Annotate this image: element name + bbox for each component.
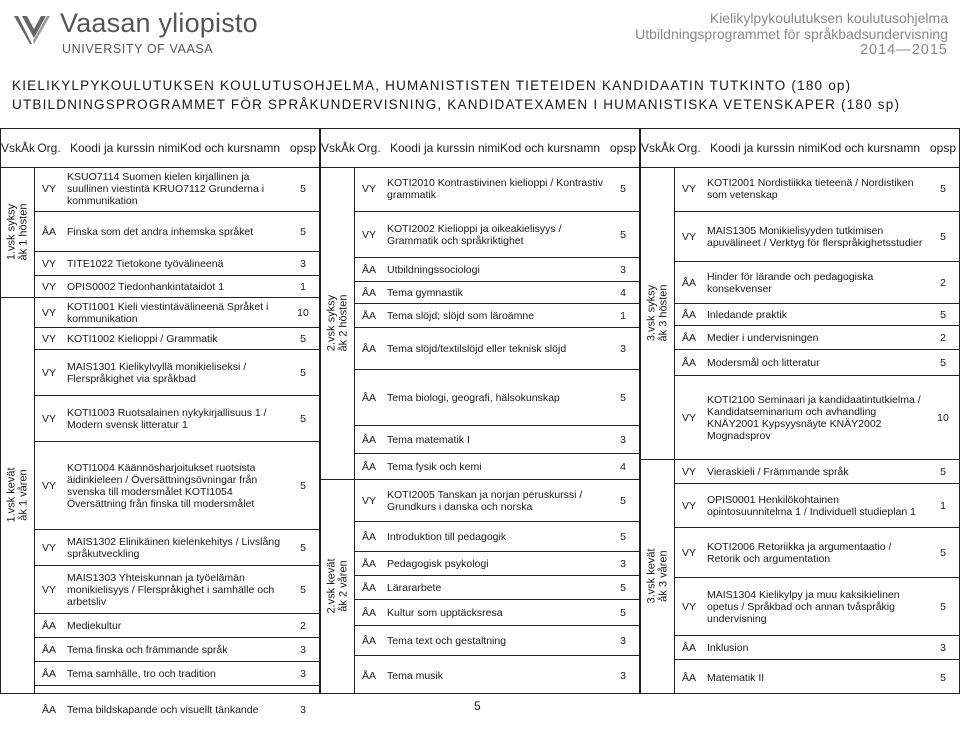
course-name: Hinder för lärande och pedagogiska konsekvenser [707, 270, 874, 295]
course-org: VY [41, 306, 56, 319]
course-org: ÅA [681, 331, 696, 344]
course-org: VY [681, 183, 696, 195]
course-row [675, 635, 959, 659]
course-name: KOTI1003 Ruotsalainen nykykirjallisuus 1 / Modern svensk litteratur 1 [67, 406, 267, 431]
course-credits: 10 [297, 306, 309, 319]
course-row [675, 303, 959, 325]
course-credits: 3 [620, 263, 626, 276]
curriculum-column-2 [320, 128, 640, 694]
course-credits: 5 [300, 412, 306, 425]
program-name-sv: Utbildningsprogrammet för språkbadsundervisning [635, 26, 948, 42]
course-credits: 3 [620, 669, 626, 682]
course-credits: 3 [620, 634, 626, 647]
course-org: ÅA [681, 641, 696, 654]
course-name: Modersmål och litteratur [707, 356, 820, 369]
university-name: Vaasan yliopisto [60, 8, 258, 38]
course-credits: 5 [620, 581, 626, 594]
course-credits: 10 [937, 411, 949, 424]
course-credits: 5 [620, 391, 626, 404]
course-name: Inklusion [707, 641, 749, 654]
column-header [641, 129, 959, 168]
course-row [675, 375, 959, 459]
header-year: Vsk Åk [320, 141, 356, 155]
course-credits: 5 [940, 356, 946, 369]
header-credits: op sp [289, 141, 317, 155]
university-emblem-icon [12, 10, 52, 50]
course-org: ÅA [361, 581, 376, 594]
course-org: VY [41, 412, 56, 425]
course-org: VY [681, 600, 696, 613]
course-name: MAIS1302 Elinikäinen kielenkehitys / Livslång språkutveckling [67, 535, 281, 560]
course-row [35, 297, 319, 327]
header-year: Vsk Åk [0, 141, 36, 155]
course-org: ÅA [41, 643, 56, 656]
course-row [35, 349, 319, 395]
course-org: ÅA [41, 225, 56, 238]
course-name: Inledande praktik [707, 308, 787, 321]
course-row [35, 565, 319, 613]
course-credits: 5 [940, 671, 946, 684]
academic-year: 2014—2015 [859, 42, 948, 58]
course-credits: 3 [300, 643, 306, 656]
curriculum-column-3 [640, 128, 960, 694]
semester-divider [641, 459, 675, 460]
course-row [355, 479, 639, 521]
title-sv: UTBILDNINGSPROGRAMMET FÖR SPRÅKUNDERVISNING, KANDIDATEXAMEN I HUMANISTISKA VETENSKAPER (180 sp) [12, 97, 901, 112]
course-org: VY [41, 257, 56, 270]
course-row [355, 257, 639, 281]
course-row [35, 613, 319, 637]
course-name: KOTI2006 Retoriikka ja argumentaatio / Retorik och argumentation [707, 540, 892, 565]
course-name: Tema matematik I [387, 433, 470, 446]
course-name: MAIS1301 Kielikylvyllä monikieliseksi / Flerspråkighet via språkbad [67, 360, 247, 385]
semester-divider [1, 297, 35, 298]
course-credits: 5 [300, 225, 306, 238]
course-row [355, 327, 639, 369]
course-row [35, 395, 319, 441]
semester-label [1, 297, 35, 693]
header-course: Koodi ja kurssin nimi Kod och kursnamn [69, 141, 281, 155]
course-credits: 5 [620, 494, 626, 507]
course-name: Tema slöjd; slöjd som läroämne [387, 309, 535, 322]
course-name: Utbildningssociologi [387, 263, 480, 276]
course-org: VY [681, 230, 696, 243]
course-credits: 5 [940, 600, 946, 613]
course-name: MAIS1303 Yhteiskunnan ja työelämän monikielisyys / Flerspråkighet i samhälle och arbetsliv [67, 571, 275, 608]
header-year: Vsk Åk [640, 141, 676, 155]
course-name: Tema text och gestaltning [387, 634, 507, 647]
course-org: VY [361, 228, 376, 241]
course-name: Medier i undervisningen [707, 331, 819, 344]
course-org: ÅA [361, 634, 376, 647]
course-credits: 3 [300, 667, 306, 680]
course-name: Tema gymnastik [387, 286, 463, 299]
course-credits: 5 [940, 546, 946, 559]
semester-text: 1.vsk kevät åk 1 våren [5, 467, 30, 523]
header-course: Koodi ja kurssin nimi Kod och kursnamn [389, 141, 601, 155]
course-org: VY [41, 183, 56, 195]
course-row [355, 167, 639, 211]
course-org: ÅA [361, 342, 376, 355]
course-credits: 3 [620, 557, 626, 570]
course-org: VY [361, 494, 376, 507]
course-credits: 5 [940, 308, 946, 321]
course-org: ÅA [361, 433, 376, 446]
header-credits: op sp [609, 141, 637, 155]
course-credits: 3 [940, 641, 946, 654]
header-org: Org. [677, 141, 701, 155]
course-org: ÅA [361, 669, 376, 682]
course-org: ÅA [361, 286, 376, 299]
header-org: Org. [37, 141, 61, 155]
course-row [355, 211, 639, 257]
course-org: ÅA [361, 460, 376, 473]
course-credits: 5 [940, 465, 946, 478]
course-name: OPIS0001 Henkilökohtainen opintosuunnitelma 1 / Individuell studieplan 1 [707, 493, 916, 518]
course-name: KOTI1002 Kielioppi / Grammatik [67, 332, 218, 345]
course-name: TITE1022 Tietokone työvälineenä [67, 257, 224, 270]
course-row [35, 685, 319, 733]
course-org: VY [681, 411, 696, 424]
header-course: Koodi ja kurssin nimi Kod och kursnamn [709, 141, 921, 155]
course-row [35, 661, 319, 685]
course-name: KOTI2100 Seminaari ja kandidaatintutkielma / Kandidatseminarium och avhandling KNÄY2001 Kypsyysnäyte KNÄY2002 Mognadsprov [707, 393, 921, 442]
course-org: VY [41, 280, 56, 293]
program-name-fi: Kielikylpykoulutuksen koulutusohjelma [709, 10, 948, 26]
course-name: Tema musik [387, 669, 444, 682]
semester-text: 2.vsk kevät åk 2 våren [325, 558, 350, 614]
course-org: VY [41, 583, 56, 596]
course-org: ÅA [681, 308, 696, 321]
semester-label [641, 459, 675, 693]
course-name: Tema fysik och kemi [387, 460, 482, 473]
course-credits: 5 [940, 183, 946, 195]
course-credits: 4 [620, 286, 626, 299]
course-org: ÅA [361, 309, 376, 322]
course-name: KSUO7114 Suomen kielen kirjallinen ja suullinen viestintä KRUO7112 Grunderna i kommunikation [67, 171, 265, 207]
semester-text: 3.vsk kevät åk 3 våren [645, 548, 670, 604]
course-row [35, 211, 319, 251]
semester-text: 3.vsk syksy åk 3 hösten [645, 284, 670, 342]
course-credits: 1 [940, 499, 946, 512]
course-name: Tema finska och främmande språk [67, 643, 228, 656]
course-row [675, 261, 959, 303]
course-row [355, 303, 639, 327]
course-credits: 2 [940, 276, 946, 289]
course-row [675, 349, 959, 375]
course-row [35, 637, 319, 661]
course-row [355, 521, 639, 551]
course-row [355, 551, 639, 575]
course-name: MAIS1304 Kielikylpy ja muu kaksikielinen opetus / Språkbad och annan tvåspråkig undervisning [707, 588, 900, 625]
course-name: Mediekultur [67, 619, 122, 632]
course-credits: 4 [620, 460, 626, 473]
course-row [355, 655, 639, 695]
course-credits: 5 [300, 332, 306, 345]
course-org: ÅA [361, 263, 376, 276]
course-name: KOTI1004 Käännösharjoitukset ruotsista äidinkieleen / Översättningsövningar från svenska till modersmålet KOTI1054 Översättning från finska till modersmålet [67, 461, 258, 510]
semester-text: 1.vsk syksy åk 1 hösten [5, 203, 30, 261]
course-credits: 5 [620, 530, 626, 543]
document-title [12, 76, 900, 114]
course-credits: 1 [300, 280, 306, 293]
course-row [35, 529, 319, 565]
course-org: ÅA [361, 391, 376, 404]
course-credits: 5 [940, 230, 946, 243]
course-org: ÅA [361, 606, 376, 619]
semester-label [641, 167, 675, 459]
column-header [321, 129, 639, 168]
course-row [675, 325, 959, 349]
university-name-en: UNIVERSITY OF VAASA [62, 42, 214, 56]
course-org: ÅA [361, 557, 376, 570]
course-org: VY [681, 499, 696, 512]
course-row [35, 275, 319, 297]
course-name: Pedagogisk psykologi [387, 557, 489, 570]
course-row [355, 453, 639, 479]
course-credits: 5 [300, 583, 306, 596]
semester-divider [321, 479, 355, 480]
course-row [675, 659, 959, 695]
course-name: MAIS1305 Monikielisyyden tutkimisen apuvälineet / Verktyg för flerspråkighetsstudier [707, 224, 923, 249]
semester-label [1, 167, 35, 297]
course-org: VY [681, 465, 696, 478]
course-name: KOTI2010 Kontrastiivinen kielioppi / Kontrastiv grammatik [387, 177, 603, 201]
course-name: Vieraskieli / Främmande språk [707, 465, 849, 478]
course-name: Tema biologi, geografi, hälsokunskap [387, 391, 560, 404]
semester-label [321, 167, 355, 479]
course-credits: 5 [300, 183, 306, 195]
course-org: VY [41, 332, 56, 345]
course-org: ÅA [681, 356, 696, 369]
course-credits: 2 [300, 619, 306, 632]
course-credits: 5 [300, 541, 306, 554]
course-name: KOTI1001 Kieli viestintävälineenä Språket i kommunikation [67, 300, 269, 325]
course-row [675, 577, 959, 635]
course-name: Finska som det andra inhemska språket [67, 225, 254, 238]
course-credits: 5 [620, 228, 626, 241]
course-name: OPIS0002 Tiedonhankintataidot 1 [67, 280, 225, 293]
column-header [1, 129, 319, 168]
header-credits: op sp [929, 141, 957, 155]
course-row [675, 527, 959, 577]
semester-text: 2.vsk syksy åk 2 hösten [325, 294, 350, 352]
course-row [35, 441, 319, 529]
course-row [675, 483, 959, 527]
course-credits: 3 [620, 342, 626, 355]
course-row [35, 167, 319, 211]
course-row [675, 459, 959, 483]
course-row [675, 167, 959, 211]
course-row [355, 369, 639, 425]
course-name: Tema bildskapande och visuellt tänkande [67, 703, 259, 716]
course-name: KOTI2001 Nordistiikka tieteenä / Nordistiken som vetenskap [707, 177, 914, 201]
course-name: Tema samhälle, tro och tradition [67, 667, 216, 680]
course-credits: 3 [300, 257, 306, 270]
course-org: VY [361, 183, 376, 195]
course-row [355, 599, 639, 625]
program-header [635, 10, 948, 58]
course-org: VY [41, 366, 56, 379]
course-row [355, 625, 639, 655]
course-row [675, 211, 959, 261]
course-name: Lärararbete [387, 581, 442, 594]
course-org: VY [41, 541, 56, 554]
course-row [355, 425, 639, 453]
course-credits: 3 [300, 703, 306, 716]
page-header [0, 0, 960, 64]
course-name: KOTI2005 Tanskan ja norjan peruskurssi / Grundkurs i danska och norska [387, 488, 583, 513]
course-name: KOTI2002 Kielioppi ja oikeakielisyys / Grammatik och språkriktighet [387, 222, 562, 247]
course-org: ÅA [681, 671, 696, 684]
course-credits: 3 [620, 433, 626, 446]
course-credits: 5 [300, 479, 306, 492]
curriculum-column-1 [0, 128, 320, 716]
course-org: VY [681, 546, 696, 559]
header-org: Org. [357, 141, 381, 155]
course-credits: 5 [620, 183, 626, 195]
course-org: ÅA [41, 703, 56, 716]
course-row [35, 327, 319, 349]
title-fi: KIELIKYLPYKOULUTUKSEN KOULUTUSOHJELMA, HUMANISTISTEN TIETEIDEN KANDIDAATIN TUTKINTO (180 op) [12, 78, 852, 93]
course-credits: 2 [940, 331, 946, 344]
course-row [355, 281, 639, 303]
course-name: Introduktion till pedagogik [387, 530, 507, 543]
course-org: ÅA [41, 667, 56, 680]
university-logo [12, 6, 258, 58]
course-credits: 5 [300, 366, 306, 379]
course-row [355, 575, 639, 599]
course-credits: 5 [620, 606, 626, 619]
course-name: Matematik II [707, 671, 765, 684]
course-org: VY [41, 479, 56, 492]
page-number: 5 [474, 699, 481, 713]
course-name: Tema slöjd/textilslöjd eller teknisk slöjd [387, 342, 567, 355]
course-row [35, 251, 319, 275]
course-org: ÅA [681, 276, 696, 289]
course-name: Kultur som upptäcksresa [387, 606, 503, 619]
course-org: ÅA [41, 619, 56, 632]
course-credits: 1 [620, 309, 626, 322]
course-org: ÅA [361, 530, 376, 543]
semester-label [321, 479, 355, 693]
